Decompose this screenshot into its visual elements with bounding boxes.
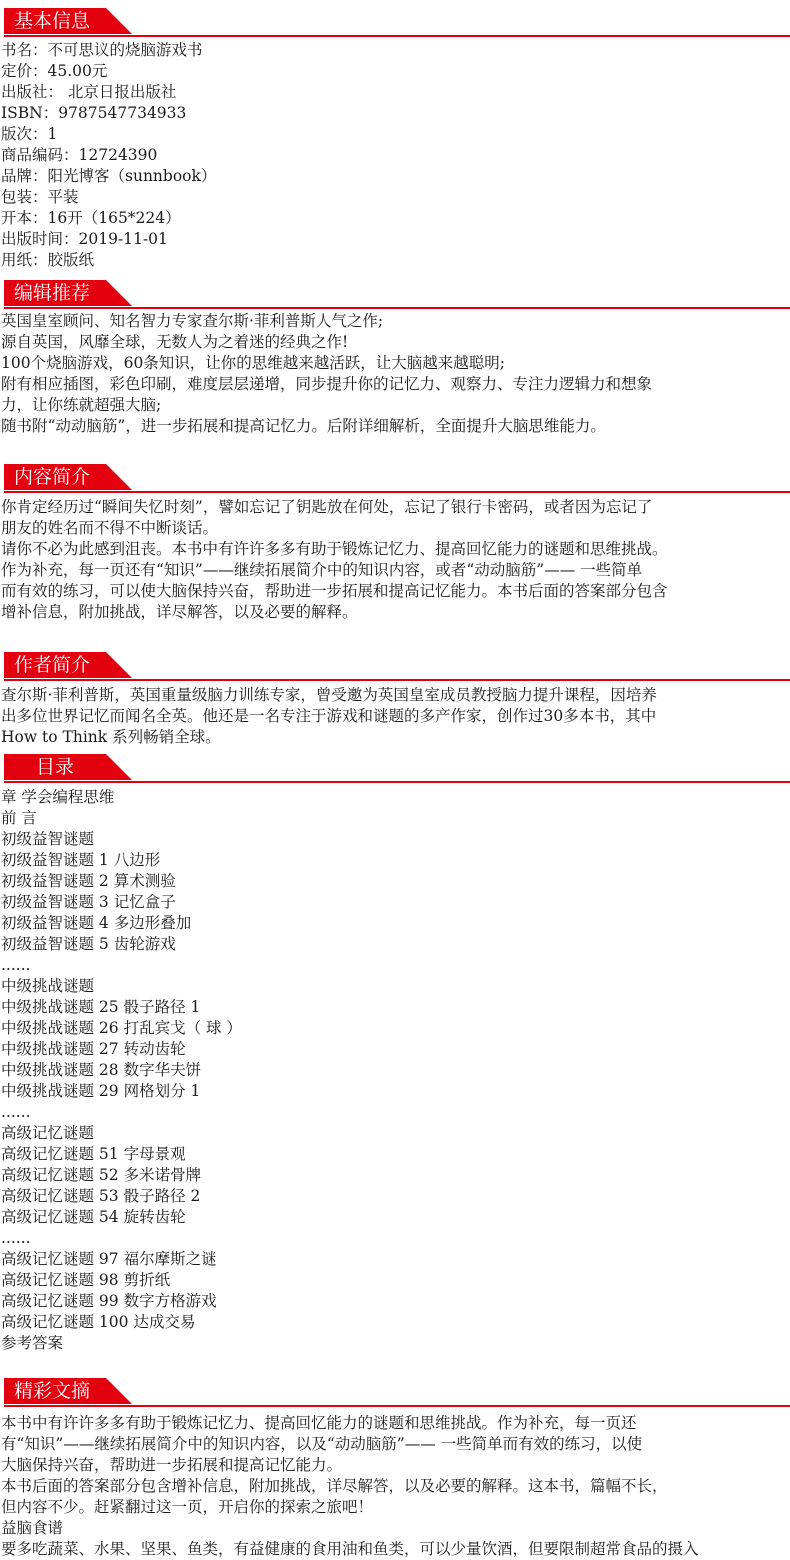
section-title-content-intro: 内容简介 — [14, 466, 91, 488]
section-header-content-intro — [0, 460, 790, 490]
section-rule-toc — [4, 781, 790, 783]
basic-info-binding: 包装：平装 — [1, 188, 79, 206]
toc-item: 高级记忆谜题 54 旋转齿轮 — [1, 1208, 186, 1226]
section-rule-author-intro — [4, 679, 790, 681]
toc-ellipsis: ...... — [1, 1229, 31, 1247]
section-title-toc: 目录 — [36, 756, 75, 778]
toc-item: 高级记忆谜题 — [1, 1124, 95, 1142]
section-header-excerpt — [0, 1374, 790, 1404]
toc-item: 初级益智谜题 — [1, 830, 95, 848]
toc-item: 高级记忆谜题 51 字母景观 — [1, 1145, 186, 1163]
toc-item: 初级益智谜题 1 八边形 — [1, 851, 161, 869]
editor-recommend-line: 随书附“动动脑筋”，进一步拓展和提高记忆力。后附详细解析，全面提升大脑思维能力。 — [1, 417, 606, 435]
editor-recommend-line: 源自英国，风靡全球，无数人为之着迷的经典之作! — [1, 333, 349, 351]
section-header-basic-info — [0, 4, 790, 34]
toc-item: 中级挑战谜题 25 骰子路径 1 — [1, 998, 201, 1016]
toc-item: 高级记忆谜题 98 剪折纸 — [1, 1271, 171, 1289]
toc-item: 初级益智谜题 4 多边形叠加 — [1, 914, 192, 932]
section-title-editor-recommend: 编辑推荐 — [14, 282, 91, 304]
toc-body — [1, 787, 786, 1354]
toc-item: 初级益智谜题 2 算术测验 — [1, 872, 176, 890]
content-intro-line: 你肯定经历过“瞬间失忆时刻”，譬如忘记了钥匙放在何处，忘记了银行卡密码，或者因为忘记了 — [1, 498, 653, 516]
section-rule-content-intro — [4, 491, 790, 493]
section-header-author-intro — [0, 648, 790, 678]
section-rule-editor-recommend — [4, 307, 790, 309]
basic-info-format: 开本：16开（165*224） — [1, 209, 181, 227]
toc-item: 高级记忆谜题 52 多米诺骨牌 — [1, 1166, 202, 1184]
section-header-toc — [0, 750, 790, 780]
author-intro-line: How to Think 系列畅销全球。 — [1, 728, 221, 746]
toc-item: 中级挑战谜题 28 数字华夫饼 — [1, 1061, 202, 1079]
toc-item: 高级记忆谜题 53 骰子路径 2 — [1, 1187, 201, 1205]
toc-ellipsis: ...... — [1, 1103, 31, 1121]
section-rule-basic-info — [4, 35, 790, 37]
editor-recommend-line: 100个烧脑游戏，60条知识，让你的思维越来越活跃，让大脑越来越聪明; — [1, 354, 506, 372]
excerpt-line: 益脑食谱 — [1, 1519, 64, 1537]
toc-item: 前 言 — [1, 809, 37, 827]
content-intro-line: 作为补充，每一页还有“知识”——继续拓展简介中的知识内容，或者“动动脑筋”—— 一些简单 — [1, 561, 643, 579]
section-rule-excerpt — [4, 1405, 790, 1407]
editor-recommend-body — [1, 311, 786, 437]
basic-info-pub-date: 出版时间：2019-11-01 — [1, 230, 168, 248]
author-intro-line: 查尔斯·菲利普斯，英国重量级脑力训练专家，曾受邀为英国皇室成员教授脑力提升课程，因培养 — [1, 686, 657, 704]
content-intro-line: 增补信息，附加挑战，详尽解答，以及必要的解释。 — [1, 603, 358, 621]
author-intro-line: 出多位世界记忆而闻名全英。他还是一名专注于游戏和谜题的多产作家，创作过30多本书，其中 — [1, 707, 657, 725]
excerpt-line: 本书中有许许多多有助于锻炼记忆力、提高回忆能力的谜题和思维挑战。作为补充，每一页还 — [1, 1414, 637, 1432]
toc-item: 中级挑战谜题 29 网格划分 1 — [1, 1082, 201, 1100]
basic-info-edition: 版次：1 — [1, 125, 58, 143]
basic-info-paper: 用纸：胶版纸 — [1, 251, 95, 269]
toc-item: 中级挑战谜题 — [1, 977, 95, 995]
basic-info-brand: 品牌：阳光博客（sunnbook） — [1, 167, 217, 185]
toc-item: 参考答案 — [1, 1334, 64, 1352]
basic-info-price: 定价：45.00元 — [1, 62, 108, 80]
section-title-excerpt: 精彩文摘 — [14, 1380, 91, 1402]
excerpt-line: 但内容不少。赶紧翻过这一页，开启你的探索之旅吧！ — [1, 1498, 374, 1516]
excerpt-body — [1, 1413, 786, 1560]
toc-item: 中级挑战谜题 27 转动齿轮 — [1, 1040, 186, 1058]
basic-info-product-code: 商品编码：12724390 — [1, 146, 158, 164]
basic-info-publisher: 出版社： 北京日报出版社 — [1, 83, 177, 101]
basic-info-body — [1, 40, 786, 271]
toc-item: 高级记忆谜题 97 福尔摩斯之谜 — [1, 1250, 217, 1268]
basic-info-isbn: ISBN：9787547734933 — [1, 104, 187, 122]
section-title-author-intro: 作者简介 — [14, 654, 91, 676]
content-intro-line: 请你不必为此感到沮丧。本书中有许许多多有助于锻炼记忆力、提高回忆能力的谜题和思维挑战。 — [1, 540, 668, 558]
excerpt-line: 本书后面的答案部分包含增补信息，附加挑战，详尽解答，以及必要的解释。这本书，篇幅不长， — [1, 1477, 668, 1495]
editor-recommend-line: 力，让你练就超强大脑; — [1, 396, 162, 414]
editor-recommend-line: 附有相应插图，彩色印刷，难度层层递增，同步提升你的记忆力、观察力、专注力逻辑力和想象 — [1, 375, 653, 393]
toc-item: 初级益智谜题 3 记忆盒子 — [1, 893, 176, 911]
author-intro-body — [1, 685, 786, 748]
toc-ellipsis: ...... — [1, 956, 31, 974]
basic-info-title: 书名：不可思议的烧脑游戏书 — [1, 41, 203, 59]
content-intro-body — [1, 497, 786, 623]
toc-item: 章 学会编程思维 — [1, 788, 115, 806]
toc-item: 高级记忆谜题 99 数字方格游戏 — [1, 1292, 217, 1310]
editor-recommend-line: 英国皇室顾问、知名智力专家查尔斯·菲利普斯人气之作; — [1, 312, 384, 330]
content-intro-line: 朋友的姓名而不得不中断谈话。 — [1, 519, 219, 537]
excerpt-line: 有“知识”——继续拓展简介中的知识内容，以及“动动脑筋”—— 一些简单而有效的练习，以使 — [1, 1435, 643, 1453]
excerpt-line: 大脑保持兴奋，帮助进一步拓展和提高记忆能力。 — [1, 1456, 343, 1474]
excerpt-line: 要多吃蔬菜、水果、坚果、鱼类，有益健康的食用油和鱼类，可以少量饮酒，但要限制超常食品的摄入 — [1, 1540, 699, 1558]
content-intro-line: 而有效的练习，可以使大脑保持兴奋，帮助进一步拓展和提高记忆能力。本书后面的答案部分包含 — [1, 582, 668, 600]
toc-item: 中级挑战谜题 26 打乱宾戈（ 球 ） — [1, 1019, 242, 1037]
section-header-editor-recommend — [0, 276, 790, 306]
toc-item: 高级记忆谜题 100 达成交易 — [1, 1313, 196, 1331]
section-title-basic-info: 基本信息 — [14, 10, 91, 32]
toc-item: 初级益智谜题 5 齿轮游戏 — [1, 935, 176, 953]
